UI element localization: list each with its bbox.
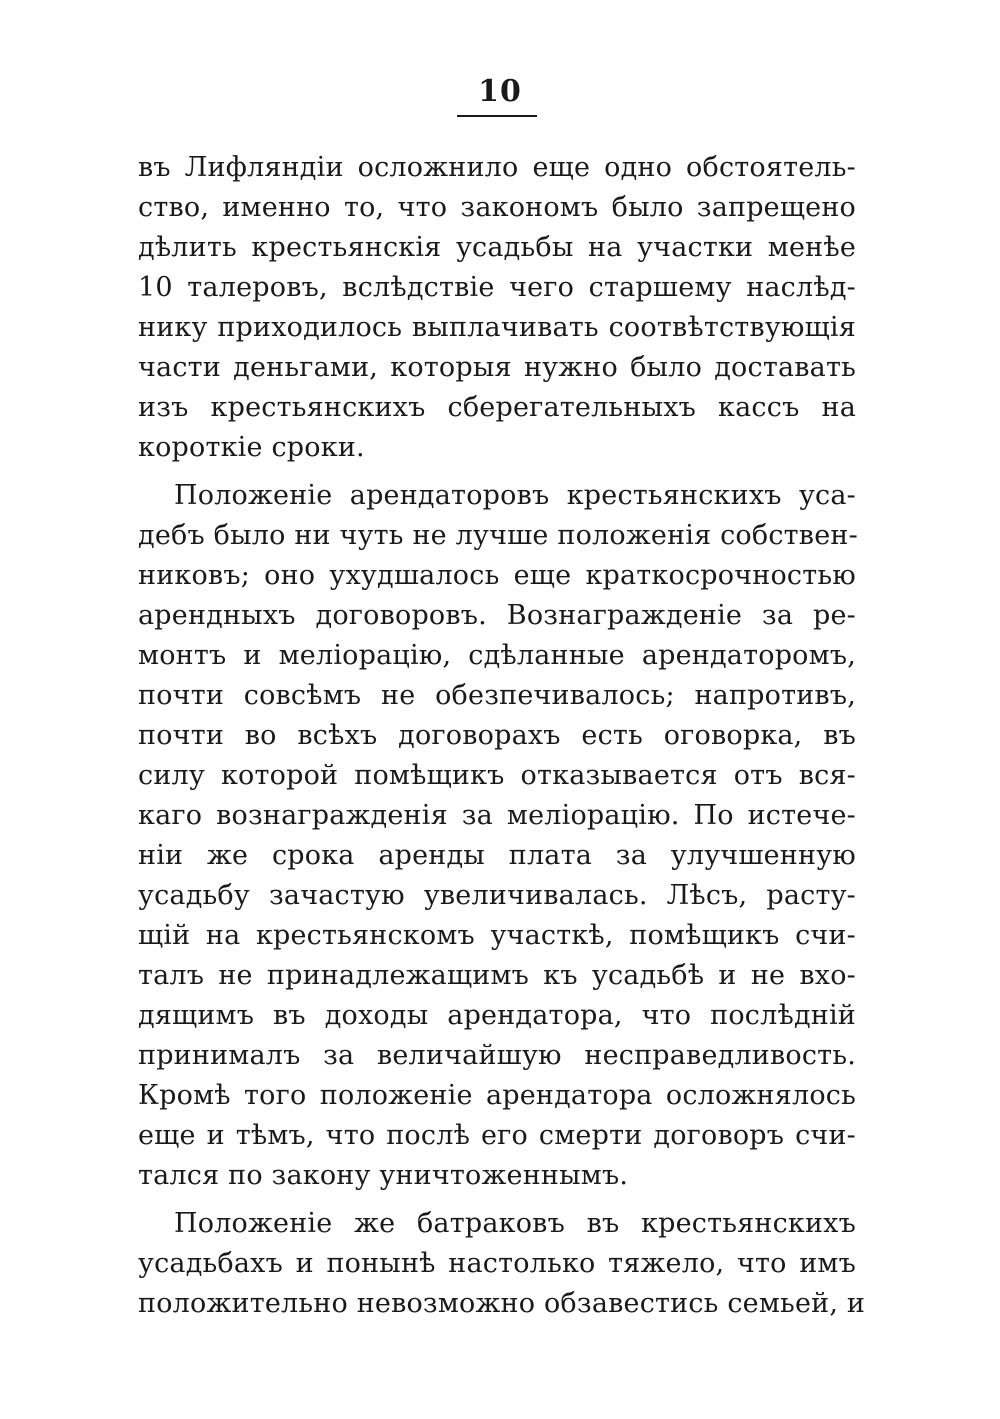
text-line: еще и тѣмъ, что послѣ его смерти договоръ счи- bbox=[138, 1120, 856, 1151]
text-line: Положеніе арендаторовъ крестьянскихъ уса- bbox=[174, 480, 856, 511]
text-line: усадьбу зачастую увеличивалась. Лѣсъ, расту- bbox=[138, 880, 856, 911]
text-line: нику приходилось выплачивать соотвѣтствующія bbox=[138, 312, 856, 343]
paragraph-2 bbox=[138, 476, 856, 1196]
text-line: нiи же срока аренды плата за улучшенную bbox=[138, 840, 856, 871]
text-line: никовъ; оно ухудшалось еще краткосрочностью bbox=[138, 560, 856, 591]
text-line: дѣлить крестьянскія усадьбы на участки менѣе bbox=[138, 232, 856, 263]
text-line: дебъ было ни чуть не лучше положенія собствен- bbox=[138, 520, 858, 551]
paragraph-1 bbox=[138, 148, 856, 468]
body-text bbox=[138, 148, 866, 1324]
text-line: почти во всѣхъ договорахъ есть оговорка, въ bbox=[138, 720, 856, 751]
text-line: талъ не принадлежащимъ къ усадьбѣ и не вхо- bbox=[138, 960, 856, 991]
text-line: каго вознагражденія за мелiорацію. По истече- bbox=[138, 800, 856, 831]
paragraph-3 bbox=[138, 1204, 866, 1324]
text-line: Положеніе же батраковъ въ крестьянскихъ bbox=[174, 1208, 856, 1239]
text-line: почти совсѣмъ не обезпечивалось; напротивъ, bbox=[138, 680, 856, 711]
paragraph-gap bbox=[138, 468, 856, 476]
text-line: щій на крестьянскомъ участкѣ, помѣщикъ счи- bbox=[138, 920, 856, 951]
page-number-rule bbox=[457, 115, 537, 117]
text-line: усадьбахъ и понынѣ настолько тяжело, что имъ bbox=[138, 1248, 856, 1279]
text-line: Кромѣ того положеніе арендатора осложнялось bbox=[138, 1080, 856, 1111]
text-line: въ Лифляндіи осложнило еще одно обстоятель- bbox=[138, 152, 856, 183]
text-line: арендныхъ договоровъ. Вознагражденіе за ре- bbox=[138, 600, 856, 631]
text-line: силу которой помѣщикъ отказывается отъ вся- bbox=[138, 760, 856, 791]
text-line: принималъ за величайшую несправедливость. bbox=[138, 1040, 856, 1071]
text-line: дящимъ въ доходы арендатора, что послѣдній bbox=[138, 1000, 856, 1031]
text-line: положительно невозможно обзавестись семьей, и bbox=[138, 1288, 866, 1319]
text-line: монтъ и мелiорацію, сдѣланные арендаторомъ, bbox=[138, 640, 856, 671]
text-line: тался по закону уничтоженнымъ. bbox=[138, 1160, 629, 1191]
text-line: ство, именно то, что закономъ было запрещено bbox=[138, 192, 856, 223]
text-line: части деньгами, которыя нужно было доставать bbox=[138, 352, 856, 383]
page-number: 10 bbox=[478, 74, 522, 109]
text-line: 10 талеровъ, вслѣдствіе чего старшему наслѣд- bbox=[138, 272, 856, 303]
text-line: короткіе сроки. bbox=[138, 432, 365, 463]
text-line: изъ крестьянскихъ сберегательныхъ кассъ на bbox=[138, 392, 856, 423]
paragraph-gap bbox=[138, 1196, 856, 1204]
